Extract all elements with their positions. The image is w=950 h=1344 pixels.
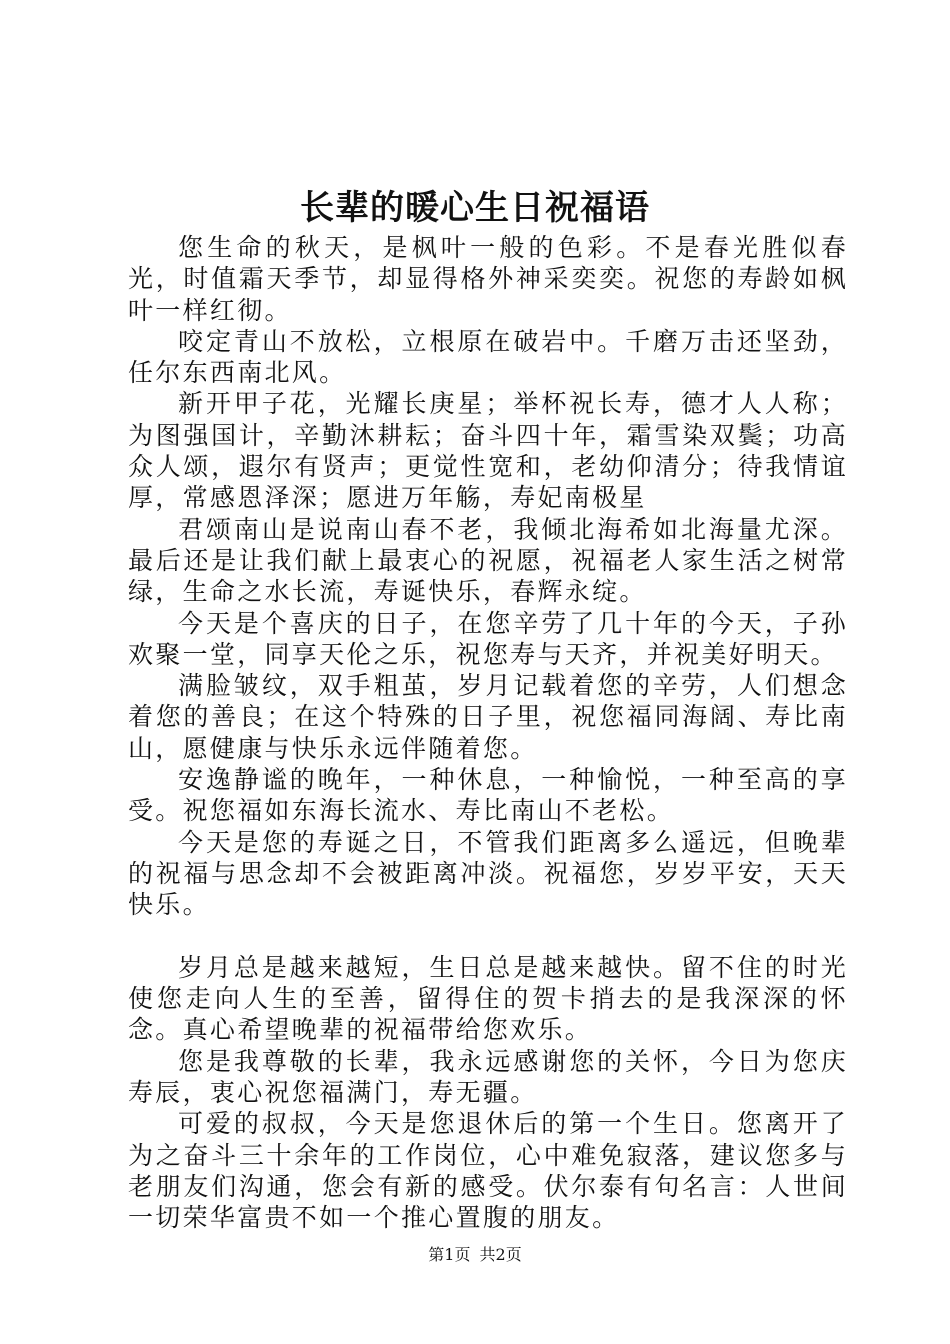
paragraph: 岁月总是越来越短，生日总是越来越快。留不住的时光使您走向人生的至善，留得住的贺卡捎去的是我深深的怀念。真心希望晚辈的祝福带给您欢乐。 <box>128 952 848 1045</box>
paragraph: 可爱的叔叔，今天是您退休后的第一个生日。您离开了为之奋斗三十余年的工作岗位，心中难免寂落，建议您多与老朋友们沟通，您会有新的感受。伏尔泰有句名言：人世间一切荣华富贵不如一个推心置腹的朋友。 <box>128 1109 848 1233</box>
paragraph: 您生命的秋天，是枫叶一般的色彩。不是春光胜似春光，时值霜天季节，却显得格外神采奕奕。祝您的寿龄如枫叶一样红彻。 <box>128 233 848 325</box>
document-title: 长辈的暖心生日祝福语 <box>300 188 650 228</box>
page-total: 共2页 <box>479 1245 522 1264</box>
paragraph: 满脸皱纹，双手粗茧，岁月记载着您的辛劳，人们想念着您的善良；在这个特殊的日子里，祝您福同海阔、寿比南山，愿健康与快乐永远伴随着您。 <box>128 671 848 763</box>
paragraph: 您是我尊敬的长辈，我永远感谢您的关怀，今日为您庆寿辰，衷心祝您福满门，寿无疆。 <box>128 1046 848 1108</box>
paragraph: 新开甲子花，光耀长庚星；举杯祝长寿，德才人人称；为图强国计，辛勤沐耕耘；奋斗四十年，霜雪染双鬓；功高众人颂，遐尔有贤声；更觉性宽和，老幼仰清分；待我情谊厚，常感恩泽深；愿进万年觞，寿妃南极星 <box>128 389 848 513</box>
paragraph: 今天是您的寿诞之日，不管我们距离多么遥远，但晚辈的祝福与思念却不会被距离冲淡。祝福您，岁岁平安，天天快乐。 <box>128 827 848 920</box>
document-body <box>128 232 848 1234</box>
paragraph-break <box>128 921 848 952</box>
paragraph: 咬定青山不放松，立根原在破岩中。千磨万击还坚劲，任尔东西南北风。 <box>128 326 848 388</box>
paragraph: 君颂南山是说南山春不老，我倾北海希如北海量尤深。最后还是让我们献上最衷心的祝愿，祝福老人家生活之树常绿，生命之水长流，寿诞快乐，春辉永绽。 <box>128 514 848 607</box>
paragraph: 安逸静谧的晚年，一种休息，一种愉悦，一种至高的享受。祝您福如东海长流水、寿比南山不老松。 <box>128 765 848 826</box>
page-number: 第1页 <box>428 1245 471 1264</box>
paragraph: 今天是个喜庆的日子，在您辛劳了几十年的今天，子孙欢聚一堂，同享天伦之乐，祝您寿与天齐，并祝美好明天。 <box>128 608 848 669</box>
page-footer <box>0 1244 950 1266</box>
